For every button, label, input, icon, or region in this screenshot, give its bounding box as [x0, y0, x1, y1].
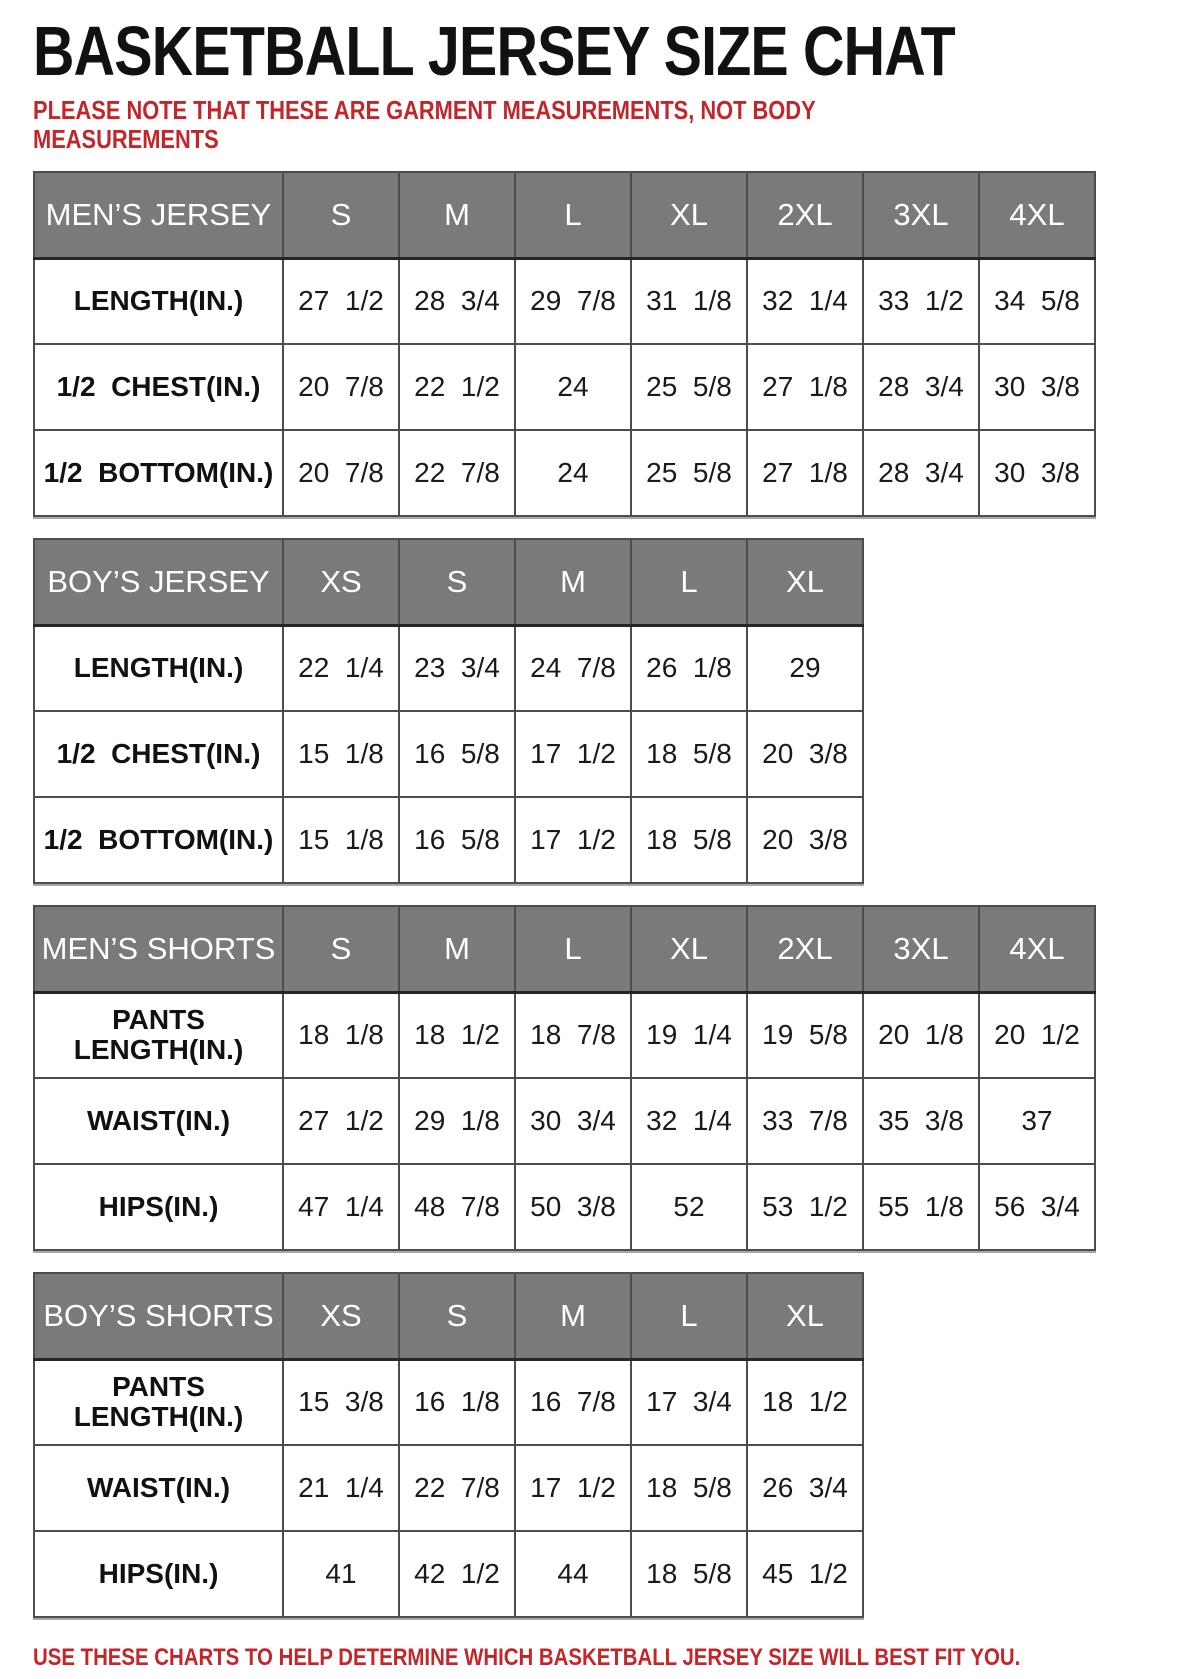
measurement-value-cell: 20 1/2 — [979, 992, 1095, 1078]
measurement-value-cell: 34 5/8 — [979, 258, 1095, 344]
measurement-value-cell: 42 1/2 — [399, 1531, 515, 1617]
measurement-value-cell: 56 3/4 — [979, 1164, 1095, 1250]
measurement-value-cell: 28 3/4 — [399, 258, 515, 344]
garment-note-line-1: PLEASE NOTE THAT THESE ARE GARMENT MEASUREMENTS, NOT BODY — [33, 95, 816, 125]
table-title-cell-men-s-shorts: MEN’S SHORTS — [34, 906, 283, 992]
measurement-value-cell: 18 5/8 — [631, 797, 747, 883]
size-column-header: L — [631, 539, 747, 625]
size-column-header: XS — [283, 1273, 399, 1359]
size-table-header-row — [34, 539, 863, 625]
measurement-value-cell: 28 3/4 — [863, 344, 979, 430]
measurement-value-cell: 20 7/8 — [283, 430, 399, 516]
size-table-men-s-jersey — [33, 171, 1096, 517]
measurement-value-cell: 17 1/2 — [515, 1445, 631, 1531]
measurement-value-cell: 19 1/4 — [631, 992, 747, 1078]
measurement-value-cell: 52 — [631, 1164, 747, 1250]
measurement-value-cell: 26 3/4 — [747, 1445, 863, 1531]
size-table-boy-s-jersey — [33, 538, 864, 884]
measurement-value-cell: 20 7/8 — [283, 344, 399, 430]
size-column-header: M — [399, 906, 515, 992]
size-column-header: 4XL — [979, 906, 1095, 992]
page-title: BASKETBALL JERSEY SIZE CHAT — [33, 12, 955, 90]
measurement-value-cell: 50 3/8 — [515, 1164, 631, 1250]
measurement-value-cell: 20 3/8 — [747, 797, 863, 883]
size-column-header: M — [515, 539, 631, 625]
size-column-header: L — [515, 172, 631, 258]
row-label-cell: HIPS(IN.) — [34, 1531, 283, 1617]
size-column-header: 2XL — [747, 906, 863, 992]
measurement-value-cell: 41 — [283, 1531, 399, 1617]
measurement-value-cell: 22 1/2 — [399, 344, 515, 430]
measurement-value-cell: 18 7/8 — [515, 992, 631, 1078]
garment-note-line-2: MEASUREMENTS — [33, 124, 219, 155]
size-column-header: L — [631, 1273, 747, 1359]
size-column-header: S — [399, 1273, 515, 1359]
measurement-value-cell: 44 — [515, 1531, 631, 1617]
measurement-value-cell: 18 5/8 — [631, 1445, 747, 1531]
measurement-value-cell: 22 7/8 — [399, 430, 515, 516]
size-column-header: XL — [631, 172, 747, 258]
measurement-value-cell: 15 3/8 — [283, 1359, 399, 1445]
row-label-cell: PANTS LENGTH(IN.) — [34, 992, 283, 1078]
size-column-header: XL — [631, 906, 747, 992]
measurement-value-cell: 33 7/8 — [747, 1078, 863, 1164]
size-column-header: XS — [283, 539, 399, 625]
size-column-header: L — [515, 906, 631, 992]
size-column-header: 3XL — [863, 906, 979, 992]
measurement-value-cell: 19 5/8 — [747, 992, 863, 1078]
row-label-cell: 1/2 CHEST(IN.) — [34, 344, 283, 430]
table-title-cell-boy-s-shorts: BOY’S SHORTS — [34, 1273, 283, 1359]
measurement-row — [34, 1359, 863, 1445]
measurement-value-cell: 55 1/8 — [863, 1164, 979, 1250]
measurement-value-cell: 32 1/4 — [631, 1078, 747, 1164]
measurement-value-cell: 28 3/4 — [863, 430, 979, 516]
measurement-value-cell: 16 5/8 — [399, 711, 515, 797]
measurement-row — [34, 344, 1095, 430]
measurement-row — [34, 430, 1095, 516]
size-column-header: M — [399, 172, 515, 258]
size-column-header: S — [283, 906, 399, 992]
measurement-value-cell: 30 3/8 — [979, 430, 1095, 516]
measurement-value-cell: 18 1/2 — [747, 1359, 863, 1445]
garment-measurements-note — [33, 96, 986, 154]
measurement-value-cell: 30 3/4 — [515, 1078, 631, 1164]
measurement-row — [34, 1445, 863, 1531]
measurement-value-cell: 24 — [515, 344, 631, 430]
row-label-cell: HIPS(IN.) — [34, 1164, 283, 1250]
measurement-value-cell: 53 1/2 — [747, 1164, 863, 1250]
measurement-value-cell: 16 1/8 — [399, 1359, 515, 1445]
measurement-value-cell: 17 1/2 — [515, 711, 631, 797]
measurement-value-cell: 18 5/8 — [631, 711, 747, 797]
size-table-boy-s-shorts — [33, 1272, 864, 1618]
size-table-header-row — [34, 906, 1095, 992]
size-column-header: M — [515, 1273, 631, 1359]
measurement-value-cell: 27 1/2 — [283, 1078, 399, 1164]
measurement-row — [34, 1531, 863, 1617]
table-title-cell-boy-s-jersey: BOY’S JERSEY — [34, 539, 283, 625]
measurement-value-cell: 15 1/8 — [283, 711, 399, 797]
measurement-value-cell: 18 1/8 — [283, 992, 399, 1078]
measurement-value-cell: 32 1/4 — [747, 258, 863, 344]
measurement-row — [34, 1078, 1095, 1164]
measurement-value-cell: 18 5/8 — [631, 1531, 747, 1617]
row-label-cell: PANTS LENGTH(IN.) — [34, 1359, 283, 1445]
measurement-value-cell: 33 1/2 — [863, 258, 979, 344]
row-label-cell: WAIST(IN.) — [34, 1078, 283, 1164]
measurement-value-cell: 27 1/2 — [283, 258, 399, 344]
measurement-value-cell: 20 1/8 — [863, 992, 979, 1078]
size-table-header-row — [34, 172, 1095, 258]
measurement-value-cell: 48 7/8 — [399, 1164, 515, 1250]
footer-note: USE THESE CHARTS TO HELP DETERMINE WHICH BASKETBALL JERSEY SIZE WILL BEST FIT YOU. — [33, 1644, 1021, 1672]
measurement-value-cell: 17 1/2 — [515, 797, 631, 883]
measurement-row — [34, 1164, 1095, 1250]
measurement-value-cell: 15 1/8 — [283, 797, 399, 883]
measurement-value-cell: 29 7/8 — [515, 258, 631, 344]
measurement-value-cell: 16 5/8 — [399, 797, 515, 883]
measurement-value-cell: 25 5/8 — [631, 344, 747, 430]
measurement-value-cell: 17 3/4 — [631, 1359, 747, 1445]
size-column-header: 2XL — [747, 172, 863, 258]
measurement-value-cell: 20 3/8 — [747, 711, 863, 797]
measurement-value-cell: 29 — [747, 625, 863, 711]
measurement-value-cell: 31 1/8 — [631, 258, 747, 344]
measurement-value-cell: 18 1/2 — [399, 992, 515, 1078]
size-column-header: XL — [747, 539, 863, 625]
row-label-cell: LENGTH(IN.) — [34, 625, 283, 711]
measurement-row — [34, 711, 863, 797]
measurement-value-cell: 16 7/8 — [515, 1359, 631, 1445]
row-label-cell: 1/2 BOTTOM(IN.) — [34, 797, 283, 883]
measurement-value-cell: 21 1/4 — [283, 1445, 399, 1531]
measurement-value-cell: 45 1/2 — [747, 1531, 863, 1617]
size-column-header: S — [399, 539, 515, 625]
size-column-header: 3XL — [863, 172, 979, 258]
measurement-value-cell: 25 5/8 — [631, 430, 747, 516]
measurement-row — [34, 625, 863, 711]
measurement-value-cell: 29 1/8 — [399, 1078, 515, 1164]
row-label-cell: WAIST(IN.) — [34, 1445, 283, 1531]
size-tables — [33, 171, 1167, 1618]
row-label-cell: 1/2 CHEST(IN.) — [34, 711, 283, 797]
size-column-header: S — [283, 172, 399, 258]
measurement-value-cell: 37 — [979, 1078, 1095, 1164]
measurement-value-cell: 35 3/8 — [863, 1078, 979, 1164]
measurement-value-cell: 47 1/4 — [283, 1164, 399, 1250]
measurement-value-cell: 26 1/8 — [631, 625, 747, 711]
size-table-header-row — [34, 1273, 863, 1359]
row-label-cell: LENGTH(IN.) — [34, 258, 283, 344]
measurement-value-cell: 27 1/8 — [747, 430, 863, 516]
table-title-cell-men-s-jersey: MEN’S JERSEY — [34, 172, 283, 258]
size-column-header: 4XL — [979, 172, 1095, 258]
measurement-value-cell: 30 3/8 — [979, 344, 1095, 430]
measurement-value-cell: 22 1/4 — [283, 625, 399, 711]
measurement-value-cell: 24 — [515, 430, 631, 516]
measurement-value-cell: 22 7/8 — [399, 1445, 515, 1531]
measurement-value-cell: 23 3/4 — [399, 625, 515, 711]
measurement-row — [34, 797, 863, 883]
measurement-value-cell: 27 1/8 — [747, 344, 863, 430]
measurement-row — [34, 992, 1095, 1078]
measurement-row — [34, 258, 1095, 344]
measurement-value-cell: 24 7/8 — [515, 625, 631, 711]
size-column-header: XL — [747, 1273, 863, 1359]
size-table-men-s-shorts — [33, 905, 1096, 1251]
row-label-cell: 1/2 BOTTOM(IN.) — [34, 430, 283, 516]
